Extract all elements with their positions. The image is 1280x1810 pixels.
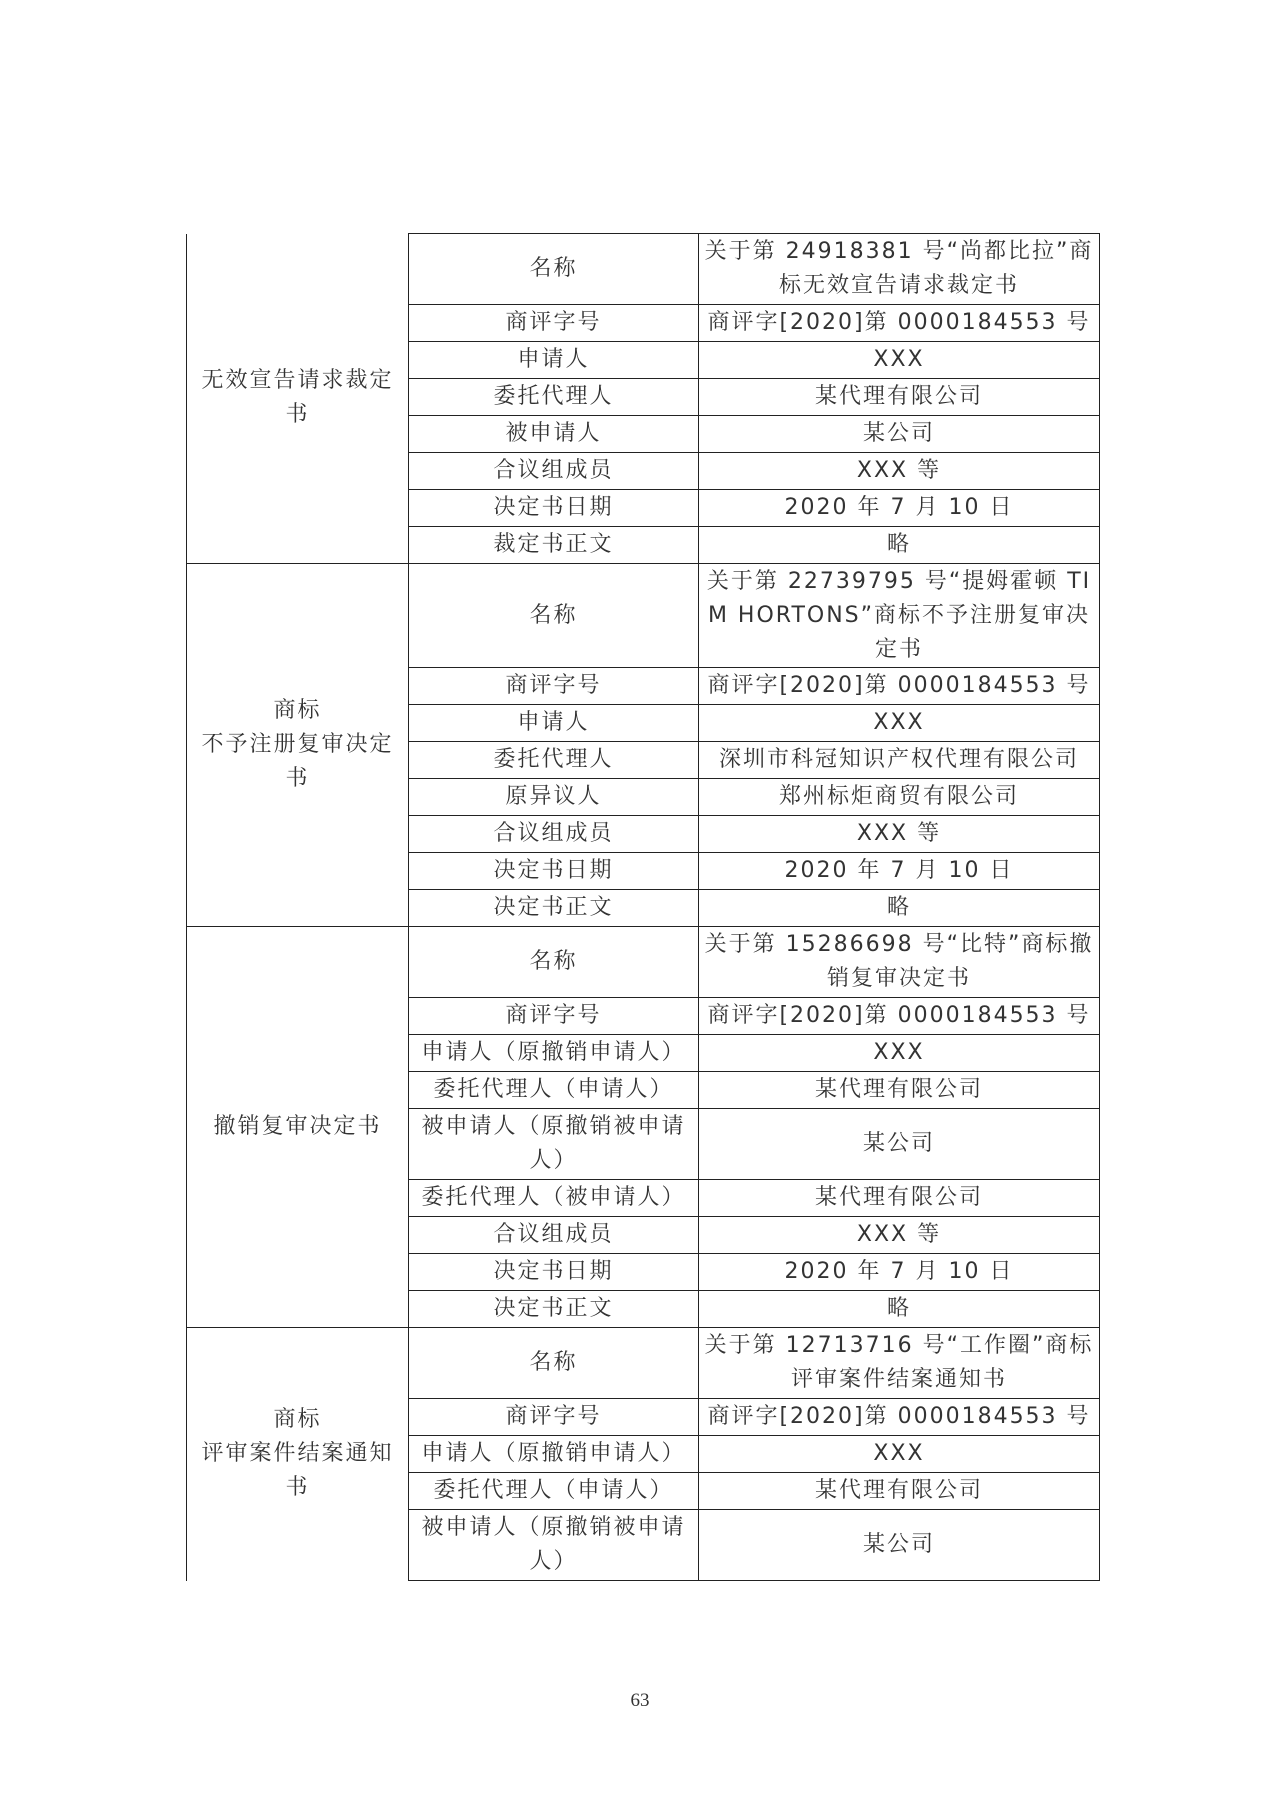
field-label: 决定书正文 xyxy=(409,1291,699,1328)
field-value: 略 xyxy=(699,527,1100,564)
field-value: 某代理有限公司 xyxy=(699,379,1100,416)
field-value: 关于第 15286698 号“比特”商标撤销复审决定书 xyxy=(699,927,1100,998)
document-category-line: 商标 xyxy=(273,698,322,723)
field-value: XXX 等 xyxy=(699,453,1100,490)
field-value: XXX xyxy=(699,705,1100,742)
document-category-line: 不予注册复审决定 xyxy=(201,732,394,757)
document-category-line: 书 xyxy=(285,1475,310,1501)
field-label: 商评字号 xyxy=(409,668,699,705)
document-category-line: 商标 xyxy=(273,1407,322,1433)
field-value: 商评字[2020]第 0000184553 号 xyxy=(699,668,1100,705)
field-label: 决定书正文 xyxy=(409,890,699,927)
field-label: 裁定书正文 xyxy=(409,527,699,564)
field-value: 关于第 12713716 号“工作圈”商标评审案件结案通知书 xyxy=(699,1328,1100,1399)
field-label: 委托代理人（被申请人） xyxy=(409,1180,699,1217)
document-category-cell xyxy=(187,927,409,1328)
field-label: 商评字号 xyxy=(409,998,699,1035)
field-label: 委托代理人（申请人） xyxy=(409,1072,699,1109)
field-label: 申请人 xyxy=(409,705,699,742)
field-value: 某代理有限公司 xyxy=(699,1473,1100,1510)
field-label: 名称 xyxy=(409,234,699,305)
document-category-cell xyxy=(187,234,409,564)
trademark-documents-table xyxy=(186,233,1100,1581)
field-label: 合议组成员 xyxy=(409,453,699,490)
table-row xyxy=(187,1328,1100,1399)
field-value: 深圳市科冠知识产权代理有限公司 xyxy=(699,742,1100,779)
field-label: 委托代理人（申请人） xyxy=(409,1473,699,1510)
field-value: XXX xyxy=(699,342,1100,379)
field-value: 某公司 xyxy=(699,416,1100,453)
field-label: 合议组成员 xyxy=(409,816,699,853)
field-label: 决定书日期 xyxy=(409,853,699,890)
field-label: 被申请人 xyxy=(409,416,699,453)
table-row xyxy=(187,564,1100,668)
field-label: 委托代理人 xyxy=(409,379,699,416)
table-row xyxy=(187,234,1100,305)
field-value: 商评字[2020]第 0000184553 号 xyxy=(699,998,1100,1035)
field-value: 2020 年 7 月 10 日 xyxy=(699,853,1100,890)
document-category-line: 无效宣告请求裁定 xyxy=(201,368,394,394)
field-label: 名称 xyxy=(409,564,699,668)
table-body xyxy=(187,234,1100,1581)
field-value: 商评字[2020]第 0000184553 号 xyxy=(699,305,1100,342)
field-label: 委托代理人 xyxy=(409,742,699,779)
field-value: 关于第 24918381 号“尚都比拉”商标无效宣告请求裁定书 xyxy=(699,234,1100,305)
document-category-cell xyxy=(187,564,409,927)
field-label: 被申请人（原撤销被申请人） xyxy=(409,1510,699,1581)
field-value: 2020 年 7 月 10 日 xyxy=(699,490,1100,527)
field-label: 合议组成员 xyxy=(409,1217,699,1254)
field-label: 申请人 xyxy=(409,342,699,379)
document-category-line: 评审案件结案通知 xyxy=(201,1441,394,1467)
document-category-line: 书 xyxy=(285,766,310,791)
field-value: XXX 等 xyxy=(699,1217,1100,1254)
field-value: 郑州标炬商贸有限公司 xyxy=(699,779,1100,816)
field-label: 决定书日期 xyxy=(409,1254,699,1291)
field-label: 名称 xyxy=(409,927,699,998)
field-label: 商评字号 xyxy=(409,305,699,342)
table-row xyxy=(187,927,1100,998)
field-value: 某公司 xyxy=(699,1510,1100,1581)
page-number: 63 xyxy=(630,1690,650,1711)
field-label: 申请人（原撤销申请人） xyxy=(409,1436,699,1473)
field-value: 某代理有限公司 xyxy=(699,1072,1100,1109)
field-value: 2020 年 7 月 10 日 xyxy=(699,1254,1100,1291)
field-value: 商评字[2020]第 0000184553 号 xyxy=(699,1399,1100,1436)
field-value: 关于第 22739795 号“提姆霍顿 TIM HORTONS”商标不予注册复审决定书 xyxy=(699,564,1100,668)
field-value: 略 xyxy=(699,1291,1100,1328)
field-label: 原异议人 xyxy=(409,779,699,816)
field-label: 名称 xyxy=(409,1328,699,1399)
field-value: 某公司 xyxy=(699,1109,1100,1180)
field-label: 决定书日期 xyxy=(409,490,699,527)
document-category-line: 书 xyxy=(285,402,310,428)
field-value: XXX 等 xyxy=(699,816,1100,853)
field-value: 某代理有限公司 xyxy=(699,1180,1100,1217)
field-label: 申请人（原撤销申请人） xyxy=(409,1035,699,1072)
field-label: 被申请人（原撤销被申请人） xyxy=(409,1109,699,1180)
field-value: XXX xyxy=(699,1035,1100,1072)
document-category-cell xyxy=(187,1328,409,1581)
field-value: 略 xyxy=(699,890,1100,927)
document-category-line: 撤销复审决定书 xyxy=(213,1114,382,1139)
field-value: XXX xyxy=(699,1436,1100,1473)
field-label: 商评字号 xyxy=(409,1399,699,1436)
